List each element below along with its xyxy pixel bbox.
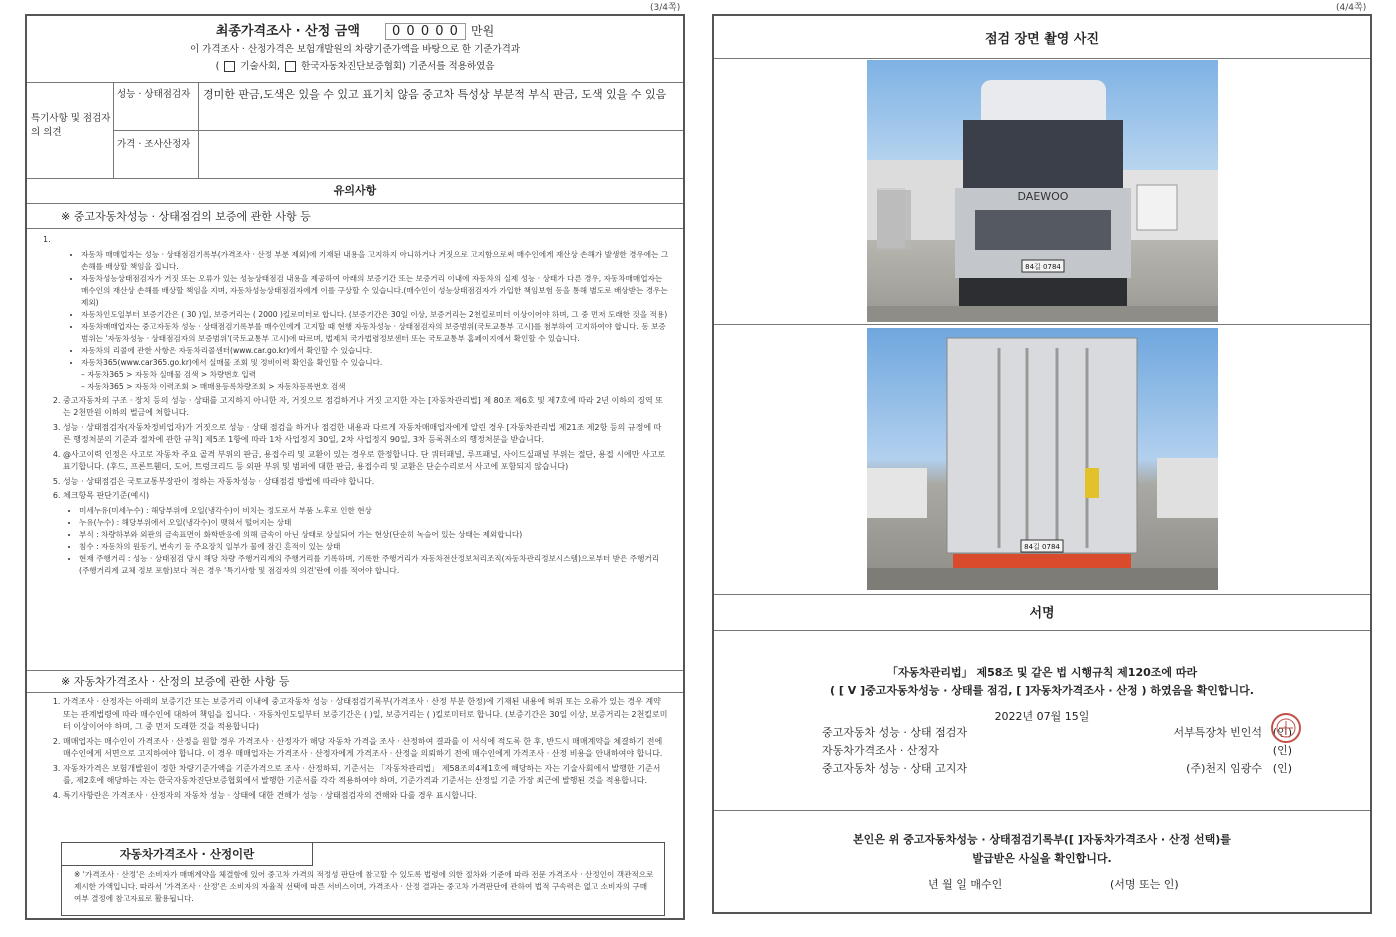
front-plate-text: 84길 0784 (1025, 263, 1061, 271)
notice-item: 6. 체크항목 판단기준(예시) • 미세누유(미세누수) : 해당부위에 오일(냉각수)이 비치는 정도로서 부품 노후로 인한 현상 • 누유(누수) : 해당부위에서 오일(냉각수)이 맺혀서 떨어지는 상태 • 부식 : 차량하부와 외판의 금속표면이 화학반응에 의해 금속이 아닌 상태로 상실되어 가는 현상(단순히 녹슬어 있는 상태는 제외합니다) • 침수 : 자동차의 원동기, 변속기 등 주요장치 일부가 물에 잠긴 흔적이 있는 상태 • 현재 주행거리 : 성능 · 상태점검 당시 해당 차량 주행거리계의 주행거리를 기록하며, 기록한 주행거리가 자동차전산정보처리조직(자동차관리정보시스템)으로부터 받은 주행거리(주행거리계 교체 정보 포함)보다 적은 경우 '특기사항 및 점검자의 의견'란에 이를 적어야 합니다. (63, 490, 669, 577)
section2-item: 1. 가격조사 · 산정자는 아래의 보증기간 또는 보증거리 이내에 중고자동차 성능 · 상태점검기록부(가격조사 · 산정 부분 한정)에 기재된 내용에 허위 또는 오류가 있는 경우 계약 또는 관계법령에 따라 매수인에 대하여 책임을 집니다. · 자동차인도일부터 보증기간은 ( )일, 보증거리는 ( )킬로미터로 합니다. (보증기간은 30일 이상, 보증거리는 2천킬로미터 이상이어야 하며, 그 중 먼저 도래한 것을 적용합니다) (63, 696, 669, 734)
signature-title: 서명 (1029, 606, 1055, 621)
buyer-date-line: 년 월 일 매수인 (928, 878, 1003, 891)
section1-list (43, 234, 669, 579)
left-page (25, 14, 685, 920)
opinion-row1-text: 경미한 판금,도색은 있을 수 있고 표기치 않음 중고차 특성상 부분적 부식 판금, 도색 있을 수 있음 (203, 88, 667, 101)
signature-row: 중고자동차 성능 · 상태 고지자 (주)천지 임광수 (인) (822, 762, 1292, 775)
final-note-1: 이 가격조사 · 산정가격은 보험개발원의 차량기준가액을 바탕으로 한 기준가격과 (189, 44, 521, 55)
notice-item: 5. 성능 · 상태점검은 국토교통부장관이 정하는 자동차성능 · 상태점검 방법에 따라야 합니다. (63, 476, 669, 489)
rear-truck-photo (867, 328, 1218, 590)
price-survey-box (61, 842, 665, 916)
final-amount-value: 0 0 0 0 0 (385, 23, 466, 40)
check-criteria-bullet: • 현재 주행거리 : 성능 · 상태점검 당시 해당 차량 주행거리계의 주행거리를 기록하며, 기록한 주행거리가 자동차전산정보처리조직(자동차관리정보시스템)으로부터 받은 주행거리(주행거리계 교체 정보 포함)보다 적은 경우 '특기사항 및 점검자의 의견'란에 이를 적어야 합니다. (79, 553, 669, 577)
opinion-label: 특기사항 및 점검자의 의견 (31, 113, 111, 138)
final-note-2: ( 기술사회, 한국자동차진단보증협회) 기준서를 적용하였음 (215, 61, 495, 72)
section1-title: ※ 중고자동차성능 · 상태점검의 보증에 관한 사항 등 (61, 210, 311, 223)
item1-bullet: • 자동차성능상태점검자가 거짓 또는 오류가 있는 성능상태점검 내용을 제공하여 아래의 보증기간 또는 보증거리 이내에 자동차의 실제 성능 · 상태가 다른 경우, 자동차매매업자는 매수인의 재산상 손해를 배상할 책임을 지며, 자동차성능상태점검자에게 이를 구상할 수 있습니다.(매수인이 성능상태점검자가 가입한 책임보험 등을 통해 별도로 배상받는 경우는 제외) (81, 273, 669, 309)
check-criteria-bullet: • 누유(누수) : 해당부위에서 오일(냉각수)이 맺혀서 떨어지는 상태 (79, 517, 669, 529)
signature-row: 중고자동차 성능 · 상태 점검자 서부특장차 빈인석 (인) (822, 726, 1292, 739)
rear-truck-illustration (867, 328, 1218, 590)
signature-row: 자동차가격조사 · 산정자 (인) (822, 744, 1292, 757)
opinion-row2-label: 가격 · 조사산정자 (117, 139, 191, 150)
photos-title: 점검 장면 촬영 사진 (984, 32, 1100, 47)
rear-plate-text: 84길 0784 (1024, 543, 1060, 551)
item1-bullet: • 자동차매매업자는 중고자동차 성능 · 상태점검기록부를 매수인에게 고지할 때 현행 자동차성능 · 상태점검자의 보증범위(국토교통부 고시)를 첨부하여 고지하여야 합니다. 동 보증범위는 '자동차성능 · 상태점검자의 보증범위'(국토교통부 고시)에 따르며, 법제처 국가법령정보센터 또는 국토교통부 홈페이지에서 확인할 수 있습니다. (81, 321, 669, 345)
section2-list (43, 696, 669, 804)
front-truck-illustration (867, 60, 1218, 322)
price-survey-box-text: ※ '가격조사 · 산정'은 소비자가 매매계약을 체결함에 있어 중고차 가격의 적정성 판단에 참고할 수 있도록 법령에 의한 절차와 기준에 따라 전문 가격조사 · 산정인이 객관적으로 제시한 가액입니다. 따라서 '가격조사 · 산정'은 소비자의 자율적 선택에 따른 서비스이며, 가격조사 · 산정 결과는 중고차 가격판단에 관하여 법적 구속력은 없고 소비자의 구매여부 결정에 참고자료로 활용됩니다. (74, 870, 654, 903)
notice-item: 2. 중고자동차의 구조 · 장치 등의 성능 · 상태를 고지하지 아니한 자, 거짓으로 점검하거나 거짓 고지한 자는 [자동차관리법] 제 80조 제6호 및 제7호에 따라 2년 이하의 징역 또는 2천만원 이하의 벌금에 처합니다. (63, 395, 669, 420)
signature-line-2: ( [ V ]중고자동차성능 · 상태를 점검, [ ]자동차가격조사 · 산정 ) 하였음을 확인합니다. (830, 684, 1254, 697)
signature-line-1: 「자동차관리법」 제58조 및 같은 법 시행규칙 제120조에 따라 (886, 666, 1198, 679)
buyer-sign[interactable]: (서명 또는 인) (1110, 878, 1179, 891)
price-survey-box-title: 자동차가격조사 · 산정이란 (62, 843, 313, 866)
front-brand-text: DAEWOO (1017, 190, 1069, 203)
confirm-line-2: 발급받은 사실을 확인합니다. (972, 852, 1112, 865)
front-truck-photo (867, 60, 1218, 322)
item1-bullet: • 자동차의 리콜에 관한 사항은 자동차리콜센터(www.car.go.kr)에서 확인할 수 있습니다. (81, 345, 669, 357)
checkbox-kadwa[interactable] (285, 61, 296, 72)
section2-item: 4. 특기사항란은 가격조사 · 산정자의 자동차 성능 · 상태에 대한 견해가 성능 · 상태점검자의 견해와 다를 경우 표시합니다. (63, 790, 669, 803)
section2-item: 3. 자동차가격은 보험개발원이 정한 차량기준가액을 기준가격으로 조사 · 산정하되, 기준서는 「자동차관리법」 제58조의4제1호에 해당하는 자는 기술사회에서 발행한 기준서를, 제2호에 해당하는 자는 한국자동차진단보증협회에서 발행한 기준서를 각각 적용하여야 하며, 기준가격과 기준서는 산정일 기준 가장 최근에 발행된 것을 적용합니다. (63, 763, 669, 788)
notice-title: 유의사항 (333, 184, 377, 197)
item1-bullet: • 자동차365(www.car365.go.kr)에서 실매물 조회 및 정비이력 확인을 확인할 수 있습니다. – 자동차365 > 자동차 실매물 검색 > 차량번호 입력 – 자동차365 > 자동차 이력조회 > 매매용등록차량조회 > 자동차등록번호 검색 (81, 357, 669, 393)
final-amount-header (27, 20, 683, 40)
section2-title: ※ 자동차가격조사 · 산정의 보증에 관한 사항 등 (61, 675, 290, 688)
page-number-right: (4/4쪽) (1336, 3, 1367, 13)
seal-stamp-icon (1270, 712, 1302, 744)
opinion-row1-label: 성능 · 상태점검자 (117, 89, 191, 100)
notice-item: 3. 성능 · 상태점검자(자동차정비업자)가 거짓으로 성능 · 상태 점검을 하거나 점검한 내용과 다르게 자동차매매업자에게 알린 경우 [자동차관리법 제21조 제2항 등의 규정에 따른 행정처분의 기준과 절차에 관한 규칙] 제5조 1항에 따라 1차 사업정지 30일, 2차 사업정지 90일, 3차 등록취소의 행정처분을 받습니다. (63, 422, 669, 447)
signature-rows (822, 724, 1292, 778)
notice-item: 4. @사고이력 인정은 사고로 자동차 주요 골격 부위의 판금, 용접수리 및 교환이 있는 경우로 한정합니다. 단 쿼터패널, 루프패널, 사이드실패널 부위는 절단, 용접 시에만 사고로 표기합니다. (후드, 프론트휀더, 도어, 트렁크리드 등 외판 부위 및 범퍼에 대한 판금, 용접수리 및 교환은 단순수리로서 사고에 포함되지 않습니다) (63, 449, 669, 474)
checkbox-technician[interactable] (224, 61, 235, 72)
confirm-line-1: 본인은 위 중고자동차성능 · 상태점검기록부([ ]자동차가격조사 · 산정 선택)를 (853, 833, 1231, 846)
check-criteria-bullet: • 침수 : 자동차의 원동기, 변속기 등 주요장치 일부가 물에 잠긴 흔적이 있는 상태 (79, 541, 669, 553)
check-criteria-bullet: • 부식 : 차량하부와 외판의 금속표면이 화학반응에 의해 금속이 아닌 상태로 상실되어 가는 현상(단순히 녹슬어 있는 상태는 제외합니다) (79, 529, 669, 541)
page-number-left: (3/4쪽) (650, 3, 681, 13)
signature-date: 2022년 07월 15일 (994, 710, 1090, 723)
item1-bullet: • 자동차인도일부터 보증기간은 ( 30 )일, 보증거리는 ( 2000 )킬로미터로 합니다. (보증기간은 30일 이상, 보증거리는 2천킬로미터 이상이어야 하며, 그 중 먼저 도래한 것을 적용) (81, 309, 669, 321)
check-criteria-bullet: • 미세누유(미세누수) : 해당부위에 오일(냉각수)이 비치는 정도로서 부품 노후로 인한 현상 (79, 505, 669, 517)
final-amount-title: 최종가격조사 · 산정 금액 (215, 24, 360, 39)
final-amount-unit: 만원 (471, 24, 495, 38)
right-page (712, 14, 1372, 914)
item1-number: 1. (43, 235, 51, 244)
item1-bullet: • 자동차 매매업자는 성능 · 상태점검기록부(가격조사 · 산정 부분 제외)에 기재된 내용을 고지하지 아니하거나 거짓으로 고지함으로써 매수인에게 재산상 손해가 발생한 경우에는 그 손해를 배상할 책임을 집니다. (81, 249, 669, 273)
section2-item: 2. 매매업자는 매수인이 가격조사 · 산정을 원할 경우 가격조사 · 산정자가 해당 자동차 가격을 조사 · 산정하여 결과를 이 서식에 적도록 한 후, 반드시 매매계약을 체결하기 전에 매수인에게 서면으로 고지하여야 합니다. 이 경우 매매업자는 가격조사 · 산정자에게 가격조사 · 산정을 의뢰하기 전에 매수인에게 가격조사 · 산정 비용을 안내하여야 합니다. (63, 736, 669, 761)
